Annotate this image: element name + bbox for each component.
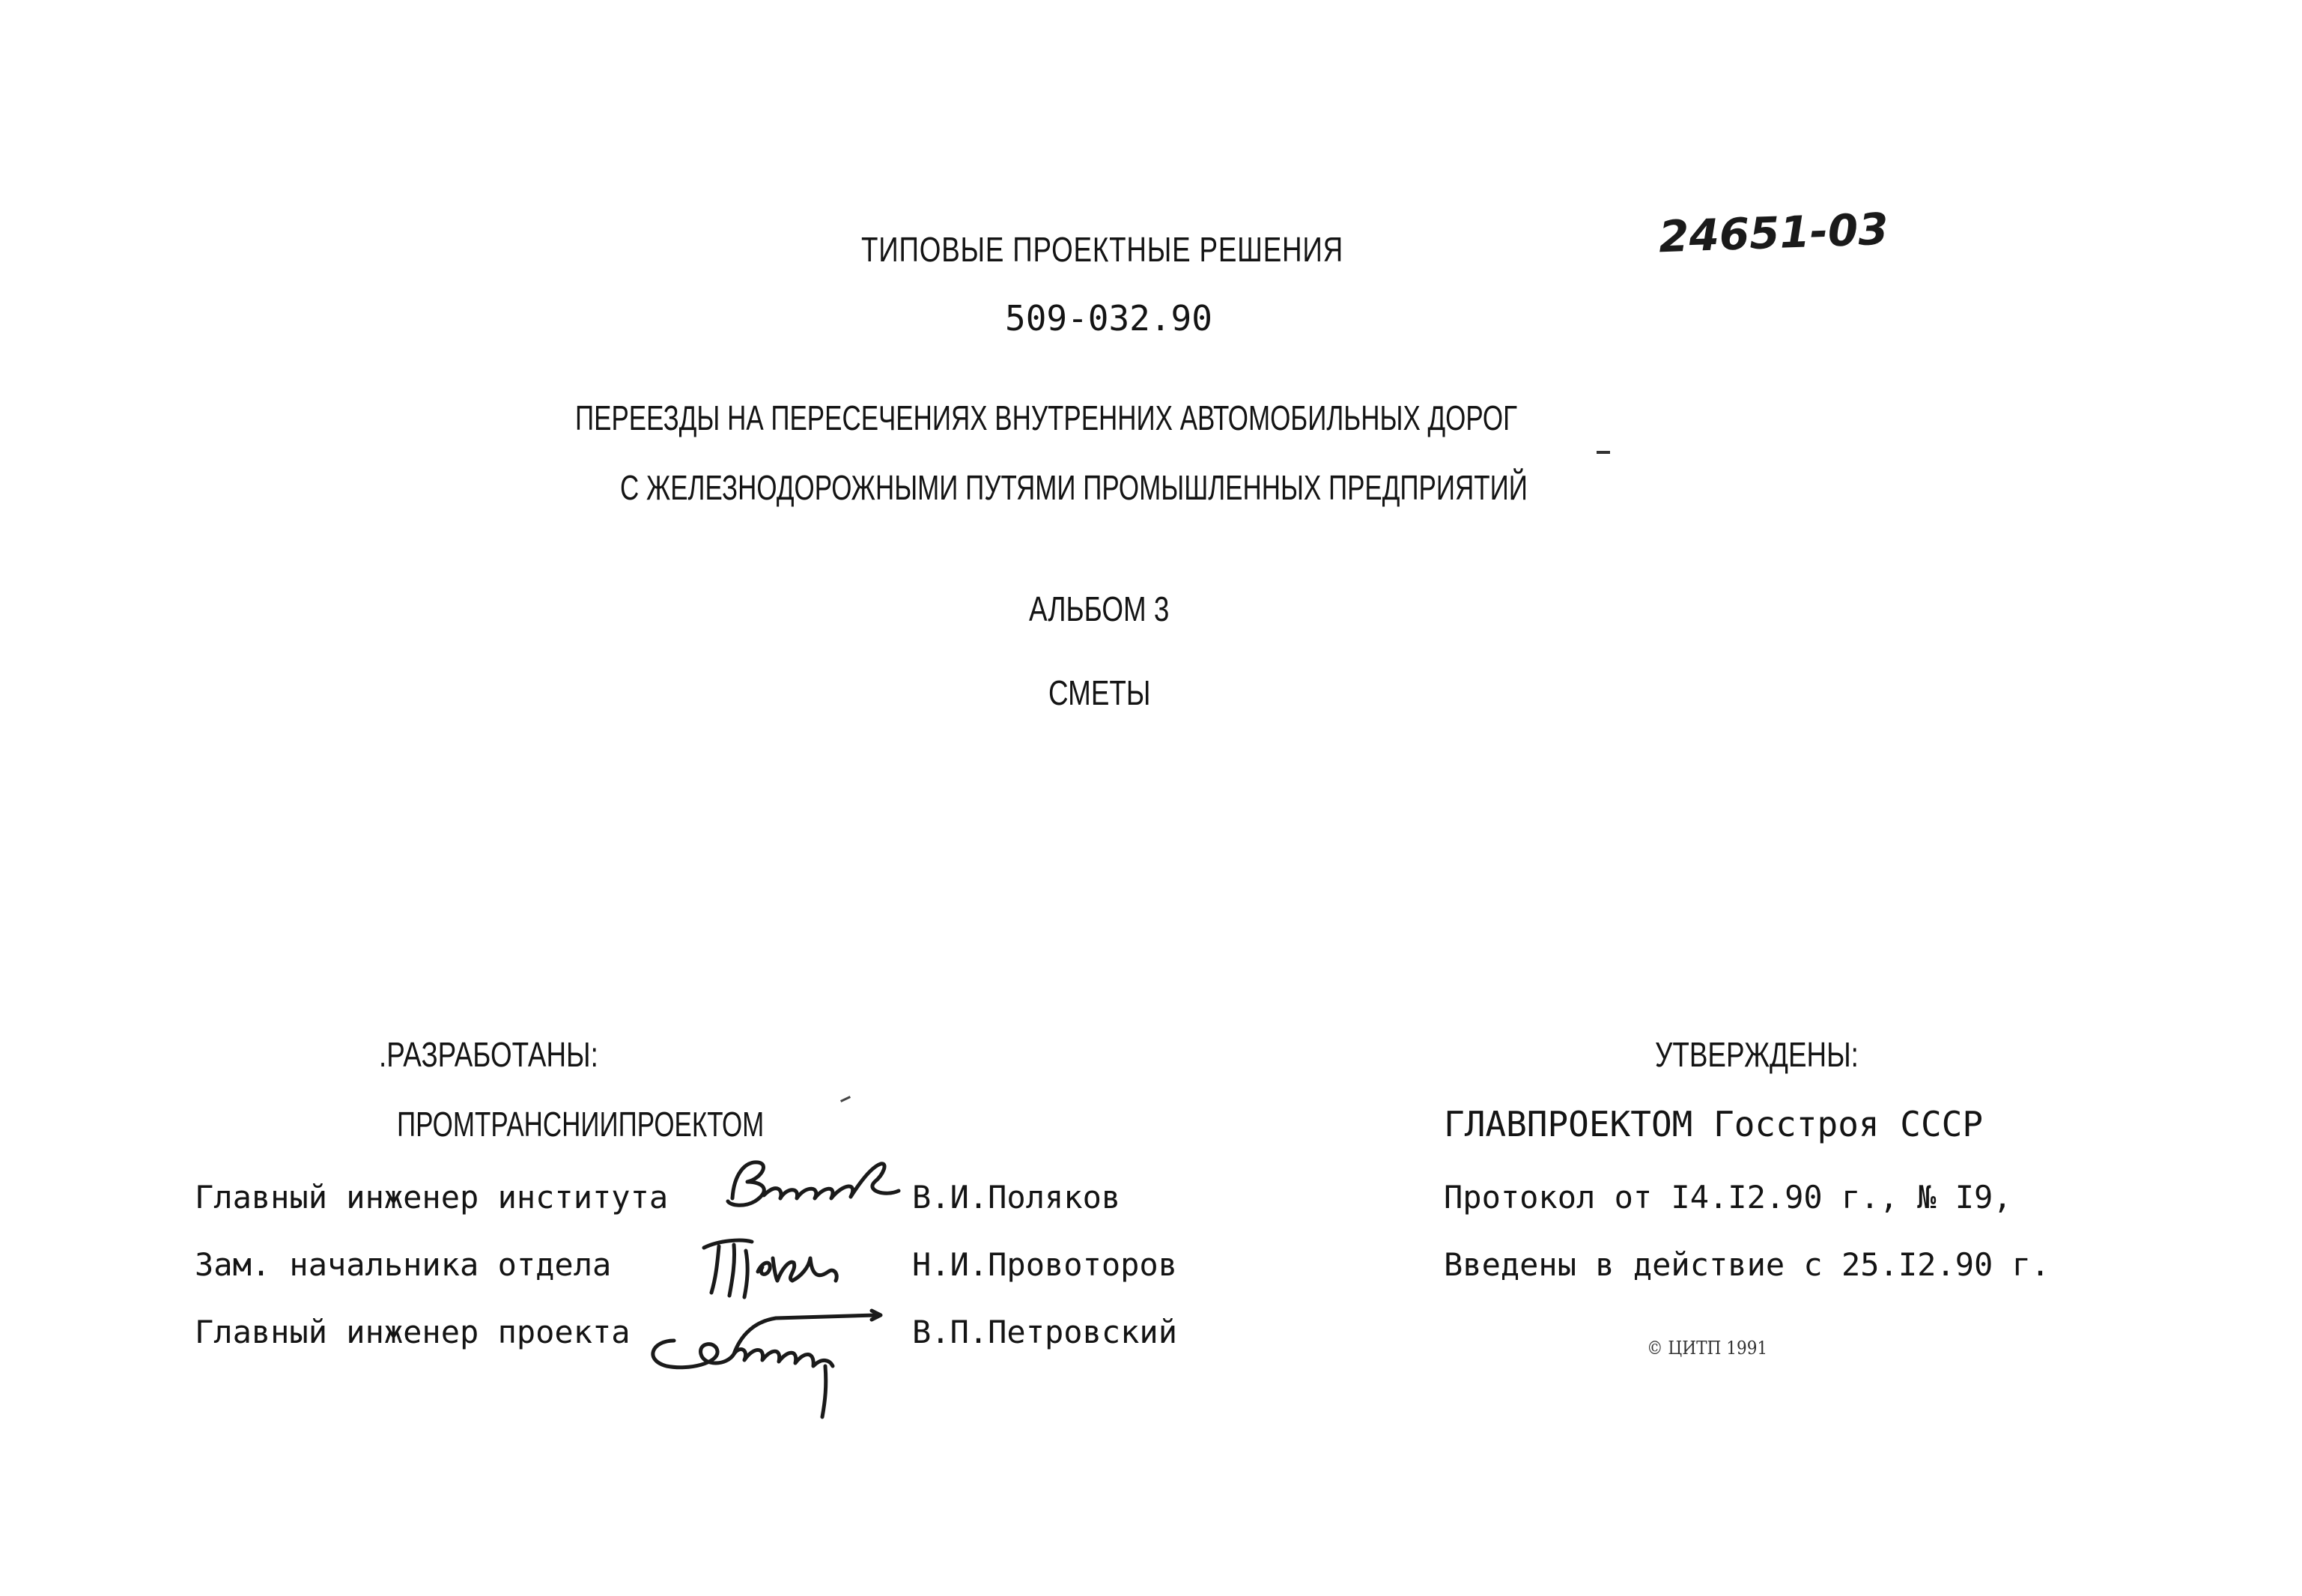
document-code: 509-032.90: [1005, 298, 1212, 339]
inventory-number: 24651-03: [1657, 203, 1889, 263]
signature-petrovsky: [629, 1288, 884, 1423]
developed-heading: .РАЗРАБОТАНЫ:: [379, 1035, 598, 1074]
album-number: АЛЬБОМ 3: [1029, 589, 1170, 628]
signatory-name: Н.И.Провоторов: [912, 1246, 1178, 1283]
stray-mark: [1597, 451, 1610, 454]
effective-date: Введены в действие с 25.I2.90 г.: [1444, 1246, 2050, 1283]
stray-mark: [840, 1096, 851, 1102]
signatory-name: В.И.Поляков: [912, 1179, 1121, 1216]
approval-protocol: Протокол от I4.I2.90 г., № I9,: [1444, 1179, 2012, 1216]
title-line-2: С ЖЕЛЕЗНОДОРОЖНЫМИ ПУТЯМИ ПРОМЫШЛЕННЫХ ПРЕДПРИЯТИЙ: [620, 468, 1528, 507]
section-title: СМЕТЫ: [1048, 673, 1151, 712]
title-line-1: ПЕРЕЕЗДЫ НА ПЕРЕСЕЧЕНИЯХ ВНУТРЕННИХ АВТОМОБИЛЬНЫХ ДОРОГ: [575, 398, 1518, 437]
signatory-role: Главный инженер проекта: [195, 1314, 631, 1350]
developer-organization: ПРОМТРАНСНИИПРОЕКТОМ: [397, 1105, 765, 1144]
document-series: ТИПОВЫЕ ПРОЕКТНЫЕ РЕШЕНИЯ: [861, 230, 1344, 269]
signatory-role: Главный инженер института: [195, 1179, 669, 1216]
signature-polyakov: [711, 1152, 914, 1219]
approved-heading: УТВЕРЖДЕНЫ:: [1655, 1035, 1859, 1074]
signatory-name: В.П.Петровский: [912, 1314, 1178, 1350]
approver-organization: ГЛАВПРОЕКТОМ Госстроя СССР: [1444, 1104, 1984, 1144]
copyright-stamp: © ЦИТП 1991: [1646, 1338, 1768, 1359]
signatory-role: Зам. начальника отдела: [195, 1246, 612, 1283]
